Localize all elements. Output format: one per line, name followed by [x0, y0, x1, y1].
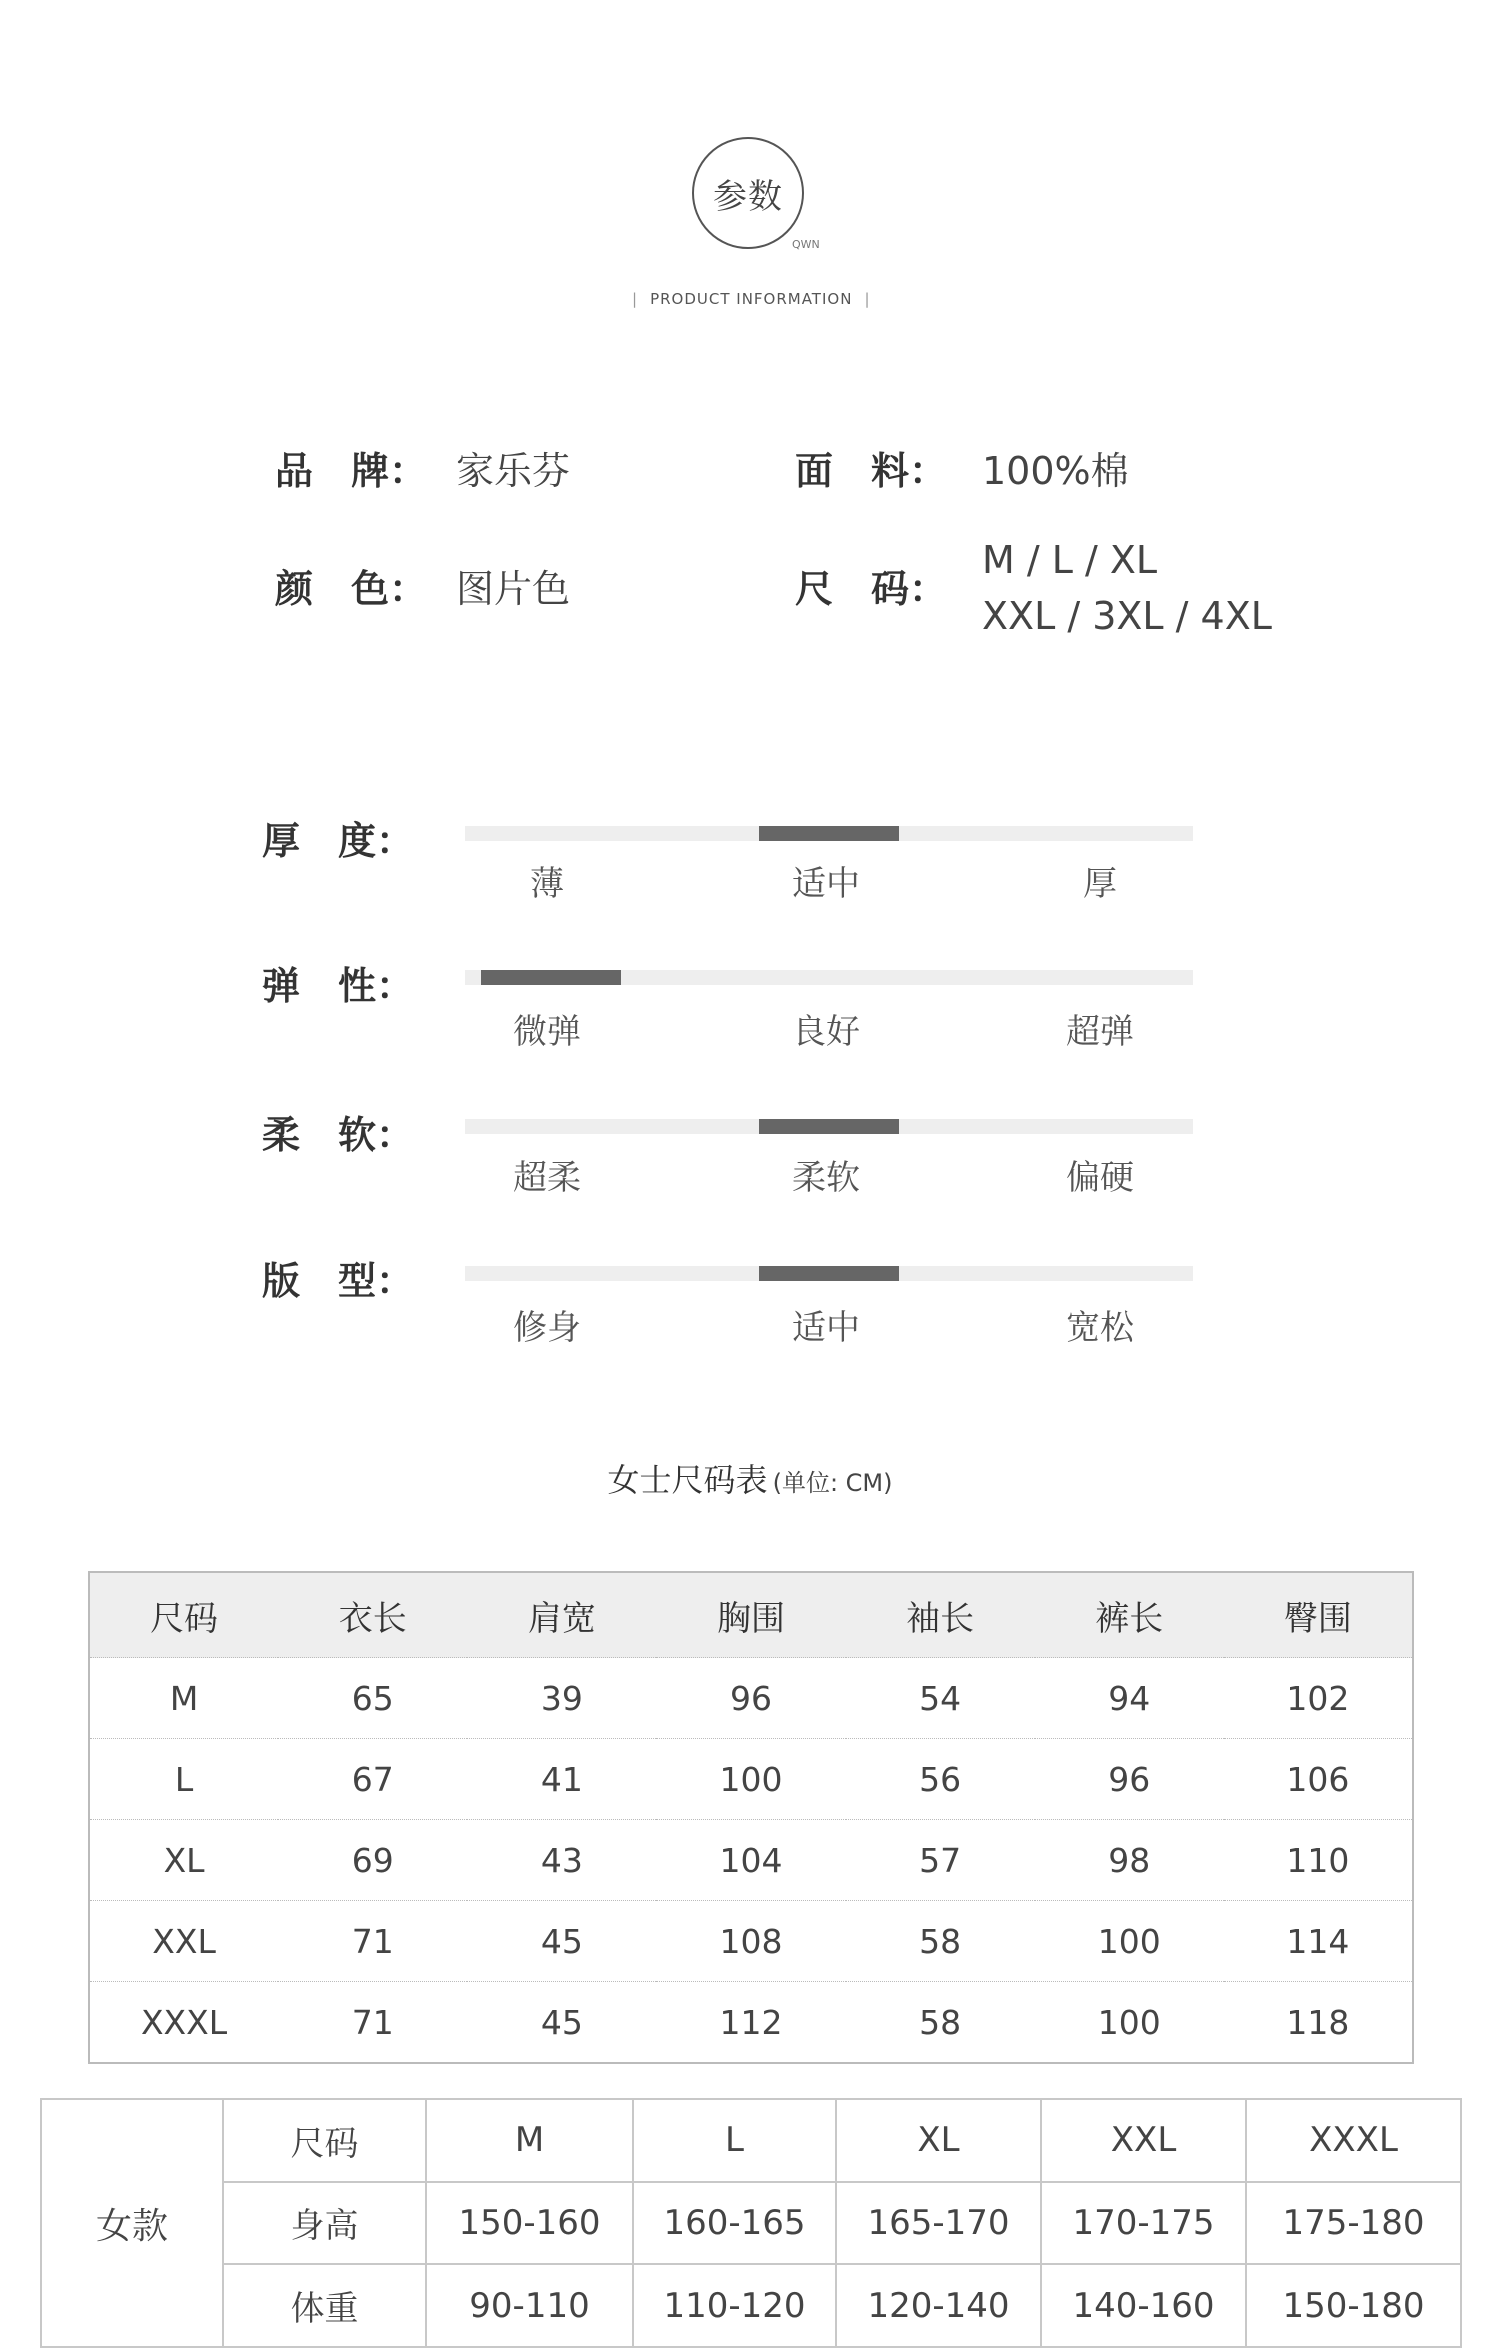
table-cell: 96 [656, 1658, 845, 1739]
attr-softness-label: 柔 软： [262, 1113, 415, 1157]
table-cell: L [633, 2099, 836, 2182]
size-reference-table [40, 2098, 1462, 2348]
table-cell: 39 [467, 1658, 656, 1739]
table-cell: 57 [846, 1820, 1035, 1901]
table-cell: 90-110 [426, 2264, 633, 2347]
table-cell: 160-165 [633, 2182, 836, 2265]
row-header: 体重 [223, 2264, 426, 2347]
table-cell: 69 [278, 1820, 467, 1901]
column-header: 臀围 [1224, 1572, 1413, 1658]
attr-thickness-option: 厚 [1083, 864, 1117, 904]
size-table-unit: (单位: CM) [772, 1469, 893, 1497]
attr-thickness-indicator [759, 826, 899, 841]
table-cell: 100 [656, 1739, 845, 1820]
table-row [89, 1901, 1413, 1982]
table-cell: 43 [467, 1820, 656, 1901]
attr-softness-option: 偏硬 [1066, 1158, 1134, 1198]
table-cell: 150-160 [426, 2182, 633, 2265]
table-row [41, 2099, 1461, 2182]
column-header: 肩宽 [467, 1572, 656, 1658]
attr-elasticity-option: 超弹 [1066, 1012, 1134, 1052]
table-cell: XXXL [89, 1982, 278, 2064]
table-cell: 100 [1035, 1982, 1224, 2064]
divider-right: | [864, 290, 871, 308]
attr-fit-indicator [759, 1266, 899, 1281]
column-header: 裤长 [1035, 1572, 1224, 1658]
table-cell: XXL [89, 1901, 278, 1982]
table-row [41, 2264, 1461, 2347]
attr-elasticity-indicator [481, 970, 621, 985]
attr-elasticity-option: 微弹 [513, 1012, 581, 1052]
row-header: 尺码 [223, 2099, 426, 2182]
attr-thickness-track [465, 826, 1193, 841]
attr-elasticity-label: 弹 性： [262, 964, 415, 1008]
table-cell: 94 [1035, 1658, 1224, 1739]
table-row [89, 1658, 1413, 1739]
column-header: 袖长 [846, 1572, 1035, 1658]
attr-softness-indicator [759, 1119, 899, 1134]
param-size-value-line1: M / L / XL [982, 538, 1158, 582]
table-cell: 108 [656, 1901, 845, 1982]
table-cell: 118 [1224, 1982, 1413, 2064]
table-cell: L [89, 1739, 278, 1820]
product-information-text: PRODUCT INFORMATION [650, 290, 853, 308]
column-header: 胸围 [656, 1572, 845, 1658]
table-cell: 110 [1224, 1820, 1413, 1901]
header-badge-subtext: QWN [792, 238, 820, 251]
size-table-title-text: 女士尺码表 [607, 1461, 768, 1499]
param-brand-label: 品 牌： [275, 449, 428, 493]
attr-fit-option: 宽松 [1066, 1308, 1134, 1348]
size-table-title [450, 1455, 1050, 1501]
attr-fit-track [465, 1266, 1193, 1281]
table-cell: 71 [278, 1901, 467, 1982]
attr-softness-option: 柔软 [792, 1158, 860, 1198]
attr-thickness-option: 薄 [530, 864, 564, 904]
table-cell: 54 [846, 1658, 1035, 1739]
attr-thickness-option: 适中 [792, 864, 860, 904]
table-cell: 110-120 [633, 2264, 836, 2347]
table-cell: 106 [1224, 1739, 1413, 1820]
table-cell: M [89, 1658, 278, 1739]
attr-fit-option: 适中 [792, 1308, 860, 1348]
attr-softness-track [465, 1119, 1193, 1134]
table-cell: 114 [1224, 1901, 1413, 1982]
table-cell: XL [89, 1820, 278, 1901]
table-cell: 96 [1035, 1739, 1224, 1820]
table-cell: 56 [846, 1739, 1035, 1820]
attr-thickness-label: 厚 度： [262, 819, 415, 863]
table-cell: 100 [1035, 1901, 1224, 1982]
param-fabric-value: 100%棉 [982, 449, 1129, 493]
column-header: 尺码 [89, 1572, 278, 1658]
table-cell: 58 [846, 1901, 1035, 1982]
attr-softness-option: 超柔 [513, 1158, 581, 1198]
attr-fit-label: 版 型： [262, 1259, 415, 1303]
size-table [88, 1571, 1414, 2064]
table-row [41, 2182, 1461, 2265]
size-table-header-row [89, 1572, 1413, 1658]
param-fabric-label: 面 料： [795, 449, 948, 493]
param-color-value: 图片色 [456, 567, 571, 611]
gender-label: 女款 [41, 2099, 223, 2347]
param-size-label: 尺 码： [795, 567, 948, 611]
table-cell: 102 [1224, 1658, 1413, 1739]
param-brand-value: 家乐芬 [456, 449, 571, 493]
table-row [89, 1982, 1413, 2064]
header-badge-title: 参数 [713, 176, 783, 217]
table-cell: 120-140 [836, 2264, 1041, 2347]
table-cell: 170-175 [1041, 2182, 1246, 2265]
table-cell: 45 [467, 1901, 656, 1982]
table-cell: XL [836, 2099, 1041, 2182]
table-cell: M [426, 2099, 633, 2182]
param-color-label: 颜 色： [275, 567, 428, 611]
table-cell: XXXL [1246, 2099, 1461, 2182]
param-size-value-line2: XXL / 3XL / 4XL [982, 594, 1272, 638]
table-cell: 150-180 [1246, 2264, 1461, 2347]
attr-elasticity-track [465, 970, 1193, 985]
table-cell: 165-170 [836, 2182, 1041, 2265]
table-cell: 45 [467, 1982, 656, 2064]
attr-elasticity-option: 良好 [792, 1012, 860, 1052]
row-header: 身高 [223, 2182, 426, 2265]
table-cell: XXL [1041, 2099, 1246, 2182]
table-row [89, 1820, 1413, 1901]
table-cell: 65 [278, 1658, 467, 1739]
divider-left: | [632, 290, 639, 308]
table-cell: 67 [278, 1739, 467, 1820]
table-cell: 104 [656, 1820, 845, 1901]
table-cell: 112 [656, 1982, 845, 2064]
product-information-heading [620, 290, 880, 308]
column-header: 衣长 [278, 1572, 467, 1658]
table-cell: 98 [1035, 1820, 1224, 1901]
table-cell: 175-180 [1246, 2182, 1461, 2265]
attr-fit-option: 修身 [513, 1308, 581, 1348]
table-cell: 58 [846, 1982, 1035, 2064]
table-cell: 140-160 [1041, 2264, 1246, 2347]
table-cell: 71 [278, 1982, 467, 2064]
table-cell: 41 [467, 1739, 656, 1820]
table-row [89, 1739, 1413, 1820]
